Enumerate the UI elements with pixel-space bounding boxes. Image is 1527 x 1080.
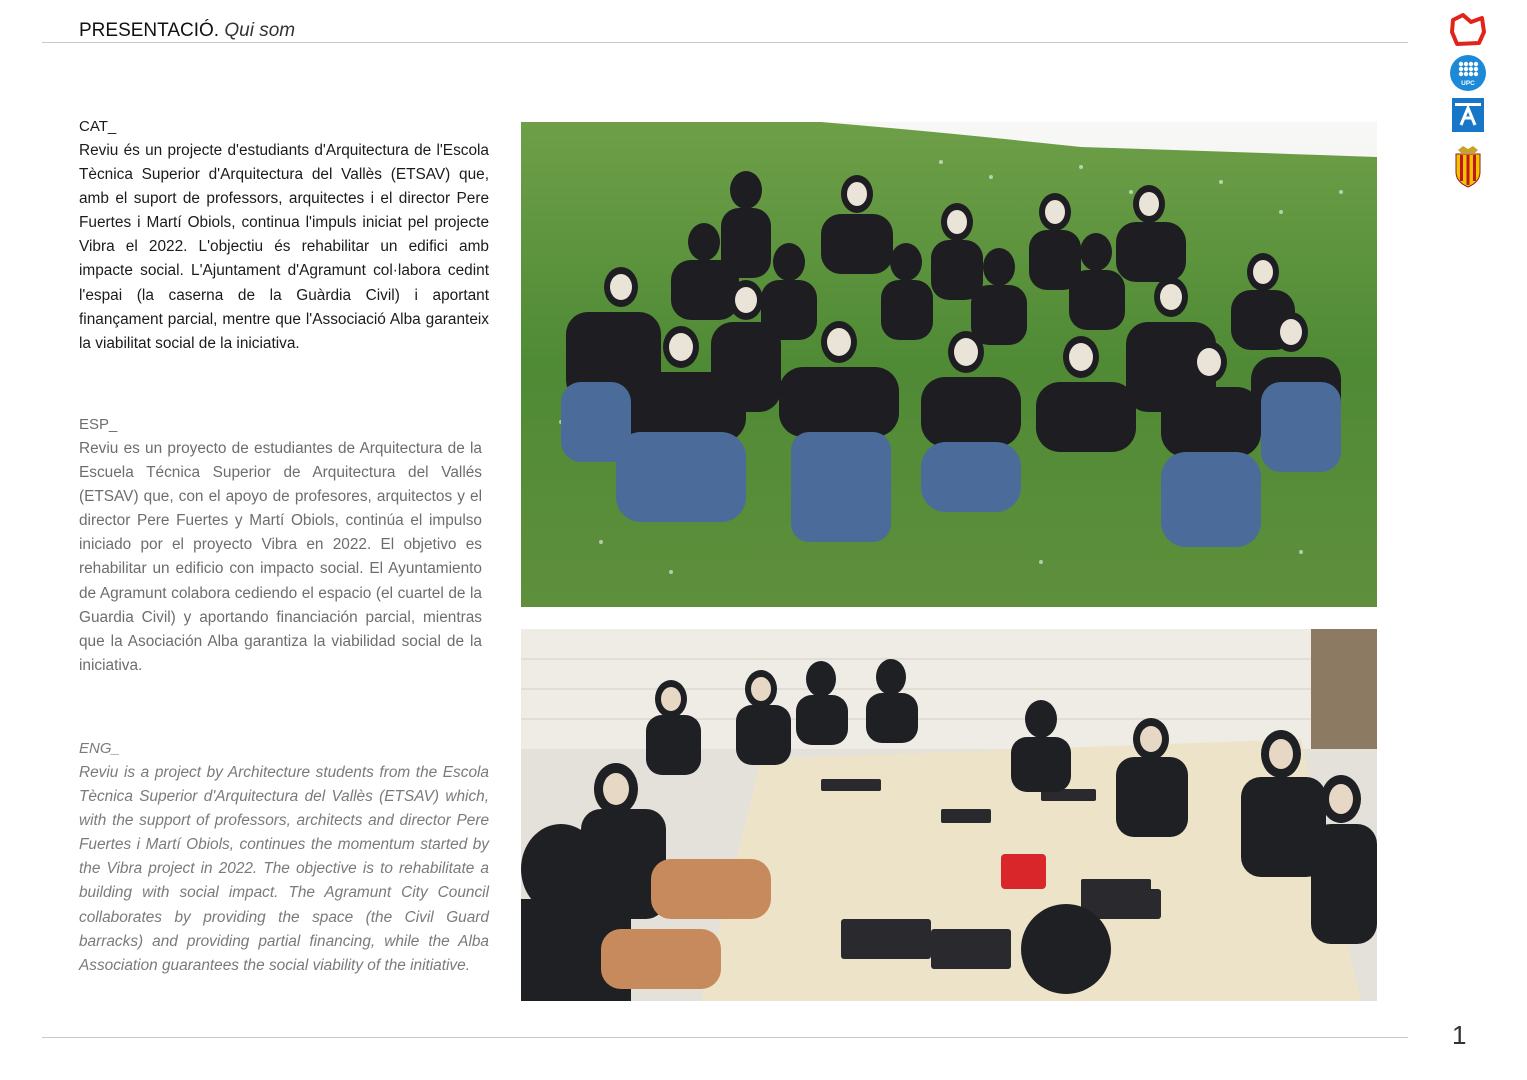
page-title: PRESENTACIÓ. <box>79 20 220 41</box>
logo-column <box>1447 12 1489 188</box>
group-photo <box>521 122 1377 607</box>
spanish-section <box>79 416 482 678</box>
etsav-logo-icon <box>1452 98 1484 132</box>
meeting-photo <box>521 629 1377 1001</box>
upc-logo-text: UPC <box>1461 80 1475 87</box>
reviu-logo-icon <box>1449 12 1487 48</box>
page-number: 1 <box>1452 1020 1467 1050</box>
catalan-text: Reviu és un projecte d'estudiants d'Arquitectura de l'Escola Tècnica Superior d'Arquitectura del Vallès (ETSAV) que, amb el suport de professors, arquitectes i el director Pere Fuertes i Martí Obiols, continua l'impuls iniciat pel projecte Vibra el 2022. L'objectiu és rehabilitar un edifici amb impacte social. L'Ajuntament d'Agramunt col·labora cedint l'espai (la caserna de la Guàrdia Civil) i aportant finançament parcial, mentre que l'Associació Alba garanteix la viabilitat social de la iniciativa. <box>79 142 489 352</box>
bottom-divider <box>42 1037 1408 1038</box>
english-label: ENG_ <box>79 740 120 757</box>
page-subtitle: Qui som <box>224 20 296 41</box>
catalan-label: CAT_ <box>79 118 117 135</box>
page-header <box>79 20 295 42</box>
english-section <box>79 740 489 978</box>
agramunt-shield-icon <box>1453 144 1483 188</box>
english-text: Reviu is a project by Architecture students from the Escola Tècnica Superior d'Arquitectura del Vallès (ETSAV) which, with the support of professors, architects and director Pere Fuertes i Martí Obiols, continues the momentum started by the Vibra project in 2022. The objective is to rehabilitate a building with social impact. The Agramunt City Council collaborates by providing the space (the Civil Guard barracks) and providing partial financing, while the Alba Association guarantees the social viability of the initiative. <box>79 764 489 974</box>
upc-logo-icon <box>1449 54 1487 92</box>
top-divider <box>42 42 1408 43</box>
spanish-label: ESP_ <box>79 416 118 433</box>
spanish-text: Reviu es un proyecto de estudiantes de Arquitectura de la Escuela Técnica Superior de Arquitectura del Vallés (ETSAV) que, con el apoyo de profesores, arquitectos y el director Pere Fuertes y Martí Obiols, continúa el impulso iniciado por el proyecto Vibra en 2022. El objetivo es rehabilitar un edificio con impacto social. El Ayuntamiento de Agramunt colabora cediendo el espacio (el cuartel de la Guardia Civil) y aportando financiación parcial, mientras que la Asociación Alba garantiza la viabilidad social de la iniciativa. <box>79 440 482 674</box>
catalan-section <box>79 118 489 356</box>
